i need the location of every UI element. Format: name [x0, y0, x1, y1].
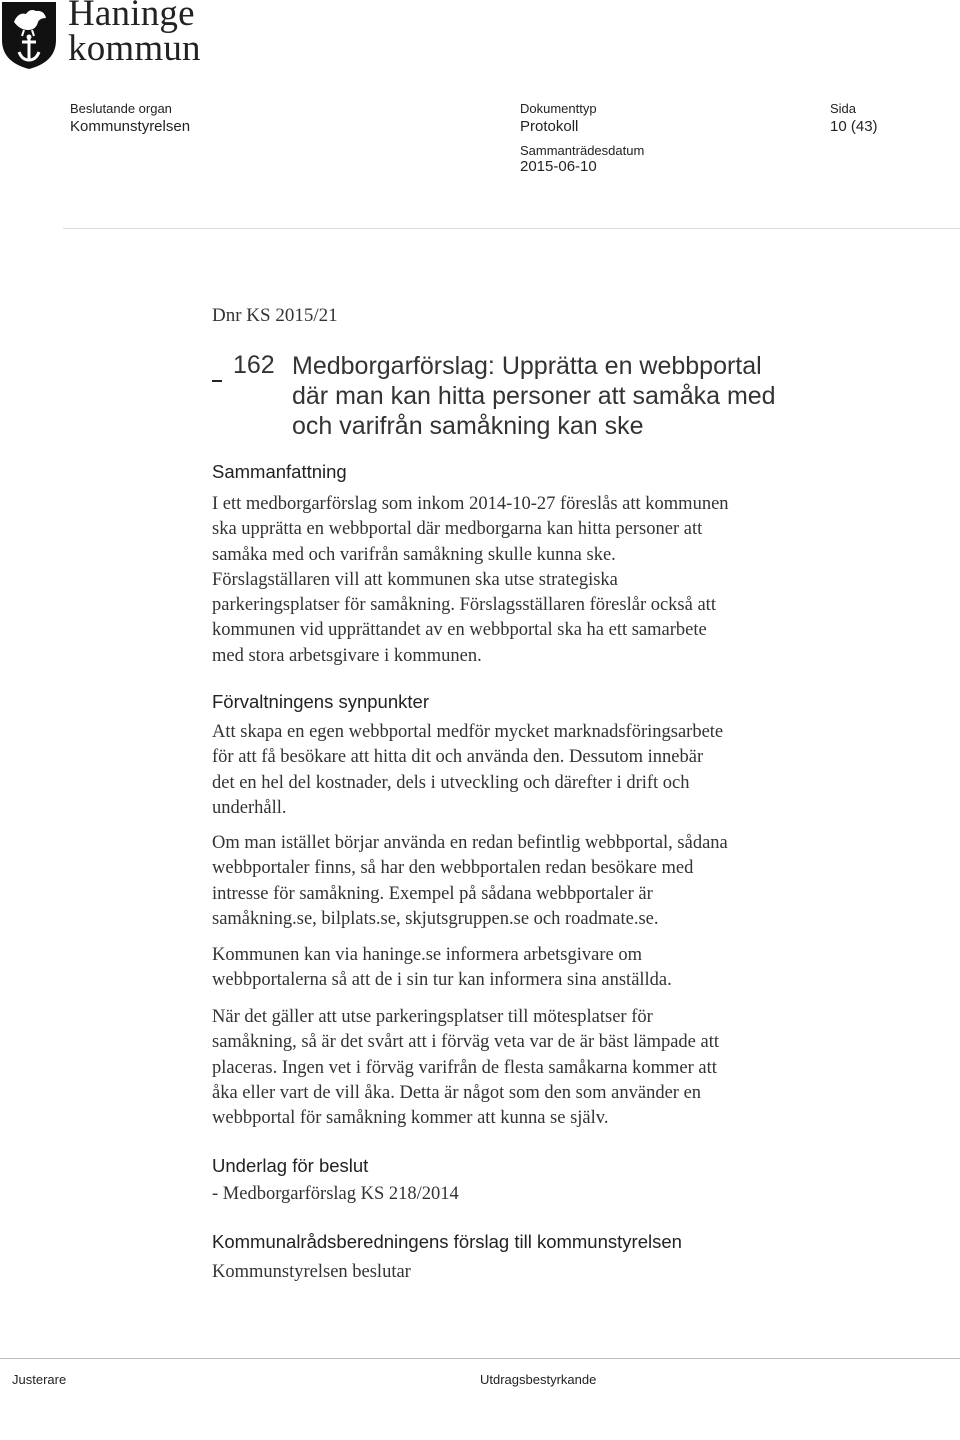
text-line: för att få besökare att hitta dit och använda den. Dessutom innebär	[212, 747, 704, 768]
text-line: samåka med och varifrån samåkning skulle kunna ske.	[212, 544, 616, 565]
page-value: 10 (43)	[830, 118, 878, 135]
views-paragraph-1	[212, 720, 812, 821]
item-title	[292, 351, 852, 441]
haninge-coat-of-arms-logo	[0, 0, 58, 70]
text-line: med stora arbetsgivare i kommunen.	[212, 645, 482, 666]
meeting-date-label: Sammanträdesdatum	[520, 143, 645, 158]
text-line: Att skapa en egen webbportal medför mycket marknadsföringsarbete	[212, 722, 724, 742]
item-title-line: där man kan hitta personer att samåka med	[292, 382, 776, 410]
views-paragraph-4	[212, 1005, 812, 1131]
case-number: Dnr KS 2015/21	[212, 305, 338, 326]
views-paragraph-3	[212, 943, 812, 994]
text-line: det en hel del kostnader, dels i utveckling och därefter i drift och	[212, 772, 690, 793]
text-line: I ett medborgarförslag som inkom 2014-10-27 föreslås att kommunen	[212, 494, 729, 514]
text-line: åka eller vart de vill åka. Detta är något som den som använder en	[212, 1082, 702, 1103]
text-line: webbportaler finns, så har den webbportalen redan besökare med	[212, 858, 694, 879]
text-line: samåkning.se, bilplats.se, skjutsgruppen.se och roadmate.se.	[212, 908, 659, 929]
document-type-value: Protokoll	[520, 118, 579, 135]
basis-item: - Medborgarförslag KS 218/2014	[212, 1184, 459, 1204]
basis-heading: Underlag för beslut	[212, 1155, 369, 1176]
text-line: Om man istället börjar använda en redan befintlig webbportal, sådana	[212, 833, 728, 853]
item-marker	[212, 380, 222, 382]
text-line: Kommunen kan via haninge.se informera arbetsgivare om	[212, 945, 642, 965]
footer-divider	[0, 1358, 960, 1359]
proposal-text: Kommunstyrelsen beslutar	[212, 1262, 411, 1282]
views-paragraph-2	[212, 831, 812, 932]
proposal-heading: Kommunalrådsberedningens förslag till kommunstyrelsen	[212, 1231, 682, 1252]
decision-body-label: Beslutande organ	[70, 101, 172, 116]
meeting-date-value: 2015-06-10	[520, 158, 597, 175]
views-heading: Förvaltningens synpunkter	[212, 691, 429, 712]
text-line: underhåll.	[212, 797, 287, 818]
text-line: intresse för samåkning. Exempel på sådana webbportaler är	[212, 883, 653, 904]
logo-wordmark	[68, 0, 201, 69]
text-line: kommunen vid upprättandet av en webbportal ska ha ett samarbete	[212, 620, 707, 641]
logo-line-2: kommun	[68, 28, 201, 69]
summary-heading: Sammanfattning	[212, 461, 347, 482]
item-title-line: Medborgarförslag: Upprätta en webbportal	[292, 352, 762, 380]
header-divider	[63, 228, 960, 229]
logo-line-1: Haninge	[68, 0, 195, 34]
page-label: Sida	[830, 101, 857, 116]
text-line: webbportalerna så att de i sin tur kan informera sina anställda.	[212, 970, 672, 991]
footer-adjuster-label: Justerare	[12, 1372, 67, 1387]
text-line: webbportal för samåkning kommer att kunna se själv.	[212, 1108, 609, 1129]
text-line: placeras. Ingen vet i förväg varifrån de flesta samåkarna kommer att	[212, 1057, 717, 1078]
text-line: samåkning, så är det svårt att i förväg veta var de är bäst lämpade att	[212, 1032, 720, 1053]
item-number: 162	[233, 351, 275, 379]
text-line: ska upprätta en webbportal där medborgarna kan hitta personer att	[212, 519, 703, 540]
text-line: parkeringsplatser för samåkning. Förslagsställaren föreslår också att	[212, 595, 716, 616]
document-type-label: Dokumenttyp	[520, 101, 597, 116]
summary-paragraph	[212, 492, 812, 669]
text-line: Förslagställaren vill att kommunen ska utse strategiska	[212, 569, 618, 590]
item-title-line: och varifrån samåkning kan ske	[292, 412, 644, 440]
decision-body-value: Kommunstyrelsen	[70, 118, 191, 135]
footer-certification-label: Utdragsbestyrkande	[480, 1372, 597, 1387]
text-line: När det gäller att utse parkeringsplatser till mötesplatser för	[212, 1007, 653, 1027]
